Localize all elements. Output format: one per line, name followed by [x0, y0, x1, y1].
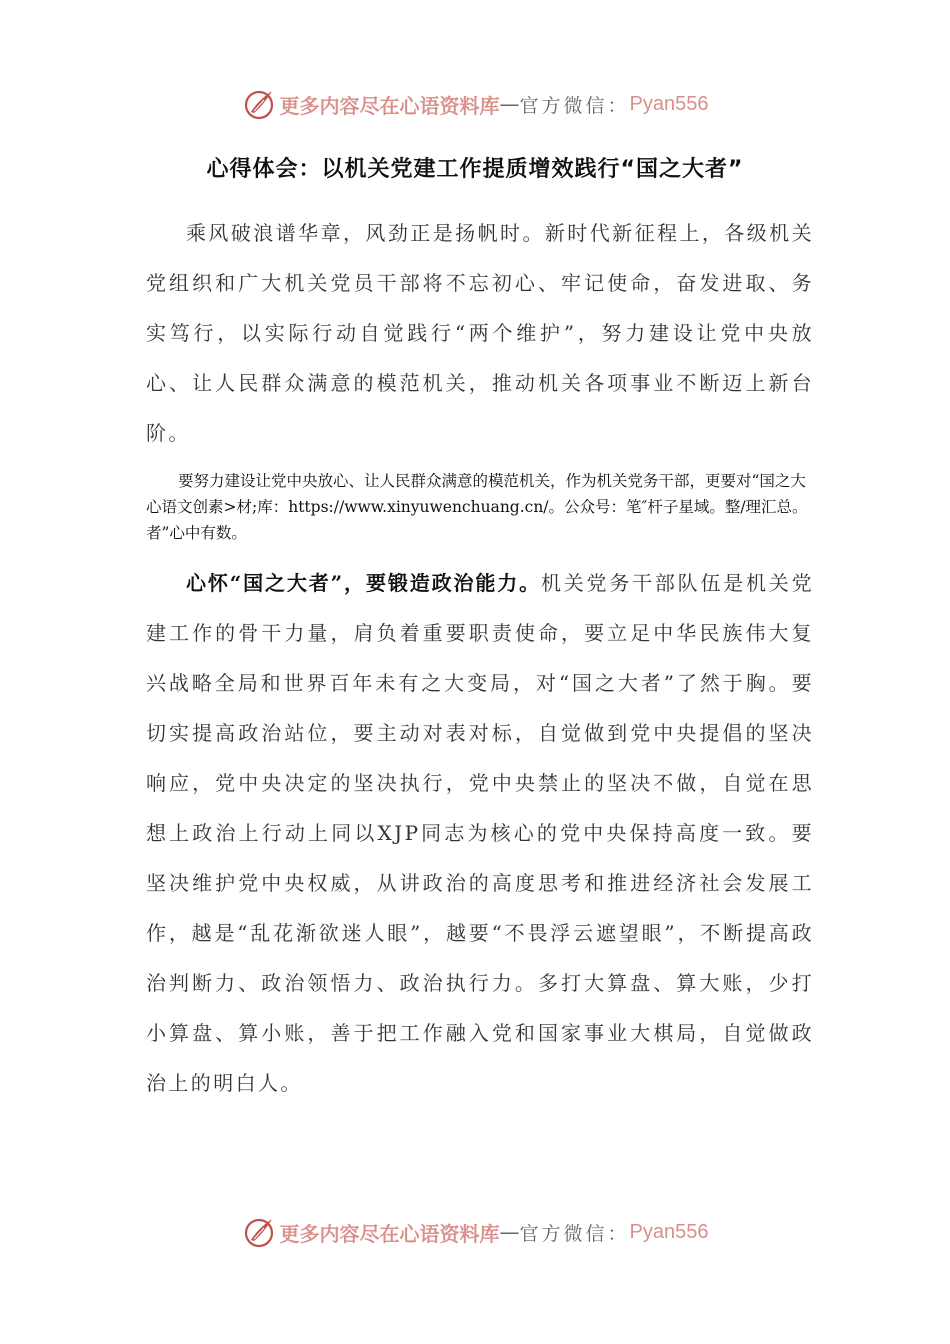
header-banner	[0, 84, 950, 124]
banner-separator: —	[499, 92, 520, 116]
paragraph-note: 要努力建设让党中央放心、让人民群众满意的模范机关，作为机关党务干部，更要对“国之大心语文创素>材;库：https://www.xinyuwenchuang.cn/。公众号：笔″杆子星域。整/理汇总。者”心中有数。	[146, 472, 808, 542]
banner-separator: —	[499, 1220, 520, 1244]
banner-wechat-id: Pyan556	[629, 92, 709, 115]
banner-wechat-id: Pyan556	[629, 1220, 709, 1243]
paragraph-political-ability	[146, 558, 814, 1108]
banner-main-text: 更多内容尽在心语资料库	[279, 1221, 500, 1246]
quill-pen-icon	[242, 1215, 276, 1249]
banner-wechat-label: 官方微信：	[519, 1222, 630, 1245]
paragraph-lead: 心怀“国之大者”，要锻造政治能力。	[186, 571, 541, 595]
quill-pen-icon	[242, 87, 276, 121]
banner-wechat-label: 官方微信：	[519, 94, 630, 117]
document-title: 心得体会：以机关党建工作提质增效践行“国之大者”	[206, 157, 744, 182]
banner-main-text: 更多内容尽在心语资料库	[279, 93, 500, 118]
paragraph-body: 机关党务干部队伍是机关党建工作的骨干力量，肩负着重要职责使命，要立足中华民族伟大复兴战略全局和世界百年未有之大变局，对“国之大者”了然于胸。要切实提高政治站位，要主动对表对标，自觉做到党中央提倡的坚决响应，党中央决定的坚决执行，党中央禁止的坚决不做，自觉在思想上政治上行动上同以XJP同志为核心的党中央保持高度一致。要坚决维护党中央权威，从讲政治的高度思考和推进经济社会发展工作，越是“乱花渐欲迷人眼”，越要“不畏浮云遮望眼”，不断提高政治判断力、政治领悟力、政治执行力。多打大算盘、算大账，少打小算盘、算小账，善于把工作融入党和国家事业大棋局，自觉做政治上的明白人。	[146, 571, 814, 1095]
paragraph-intro: 乘风破浪谱华章，风劲正是扬帆时。新时代新征程上，各级机关党组织和广大机关党员干部将不忘初心、牢记使命，奋发进取、务实笃行，以实际行动自觉践行“两个维护”，努力建设让党中央放心、让人民群众满意的模范机关，推动机关各项事业不断迈上新台阶。	[146, 221, 814, 445]
footer-banner	[0, 1212, 950, 1252]
